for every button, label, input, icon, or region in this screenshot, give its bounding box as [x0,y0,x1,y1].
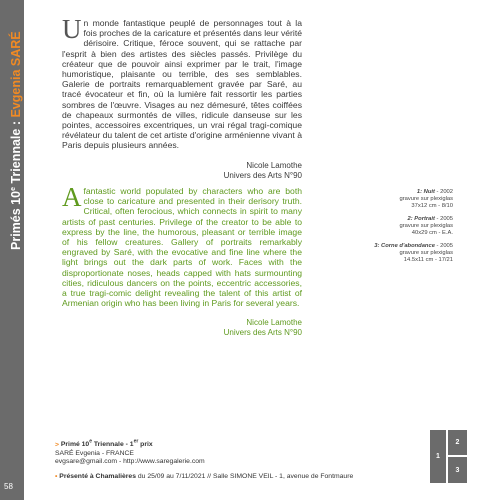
caption-technique: gravure sur plexiglas [399,196,453,202]
caption-year: - 2005 [434,216,453,222]
caption-title: 1: Nuit [416,189,435,195]
sidebar-prefix: Primés 10e Triennale : [9,117,24,250]
thumbnail-cell-1: 1 [430,430,446,483]
english-source: Univers des Arts N°90 [223,328,302,338]
artwork-captions [345,189,453,270]
caption-size: 40x29 cm - E.A. [411,230,453,236]
thumbnail-cell-2: 2 [448,430,467,455]
french-author: Nicole Lamothe [246,160,302,170]
french-body: n monde fantastique peuplé de personnages tout à la fois proches de la caricature et présentés dans leur vérité dérisoire. Critique, féroce souvent, qui se rattache par l'esprit à bien des artistes des siècles passés. Privilège du créateur que de pouvoir ainsi exprimer par le trait, l'image humoristique, plaisante ou terrible, des ses semblables. Galerie de portraits remarquablement gravée par Saré, au tracé évocateur et fin, où la lumière fait ressortir les parties sombres de l'œuvre. Visages au nez démesuré, têtes coiffées de chapeaux surmontés de villes, ridicule danseuse sur les pointes, accessoires excentriques, un vrai régal tragi-comique révélateur du talent de cet artiste d'origine arménienne vivant à Paris depuis plusieurs années. [62,18,302,151]
english-body: fantastic world populated by characters who are both close to caricature and presented in their derisory truth. Critical, often ferocious, which connects in spirit to many artists of past centuries. Privilege of the creator to be able to express by the line, the humorous, pleasant or terrible image of his fellow creatures. Gallery of portraits remarkably engraved by Saré, with the evocative and fine line where the light brings out the dark parts of work. Faces with the disproportionate noses, heads capped with hats surmounting cities, ridiculous dancers on the points, eccentric accessories, a true tragi-comic delight revealing the talent of this artist of Armenian origin who has been living in Paris for several years. [62,186,302,309]
caption-technique: gravure sur plexiglas [399,223,453,229]
english-signature [62,318,302,338]
exhibit-line [55,473,435,482]
french-source: Univers des Arts N°90 [223,170,302,180]
caption-item [345,216,453,237]
caption-title: 2: Portrait [407,216,435,222]
artwork-thumbnail-grid [430,430,467,483]
caption-year: - 2002 [434,189,453,195]
exhibit-label: Présenté à Chamalières [59,473,136,481]
caption-size: 37x12 cm - 8/10 [411,203,453,209]
caption-year: - 2005 [434,243,453,249]
arrow-bullet-icon: > [55,441,59,449]
english-dropcap: A [62,182,82,212]
contact-line[interactable]: evgsare@gmail.com - http://www.saregalerie.com [55,458,205,466]
prize-line [55,438,435,450]
french-dropcap: U [62,14,82,44]
caption-size: 14.5x11 cm - 17/21 [403,257,453,263]
dot-bullet-icon: • [55,473,58,481]
caption-item [345,189,453,210]
artist-name: Evgenia SARÉ [9,31,24,118]
french-signature [62,161,302,181]
sidebar-band [0,0,24,500]
exhibit-details: du 25/09 au 7/11/2021 // Salle SIMONE VEIL - 1, avenue de Fontmaure [135,473,354,481]
caption-item [345,243,453,264]
english-author: Nicole Lamothe [246,318,302,328]
footer-info [55,438,435,482]
caption-title: 3: Corne d'abondance [374,243,435,249]
prize-title: Primé 10e Triennale - 1er prix [60,439,153,449]
french-text-block [62,14,302,181]
page-number: 58 [4,482,13,491]
artist-line: SARÉ Evgenia - FRANCE [55,449,134,457]
thumbnail-cell-3: 3 [448,457,467,483]
caption-technique: gravure sur plexiglas [399,250,453,256]
english-text-block [62,182,302,338]
